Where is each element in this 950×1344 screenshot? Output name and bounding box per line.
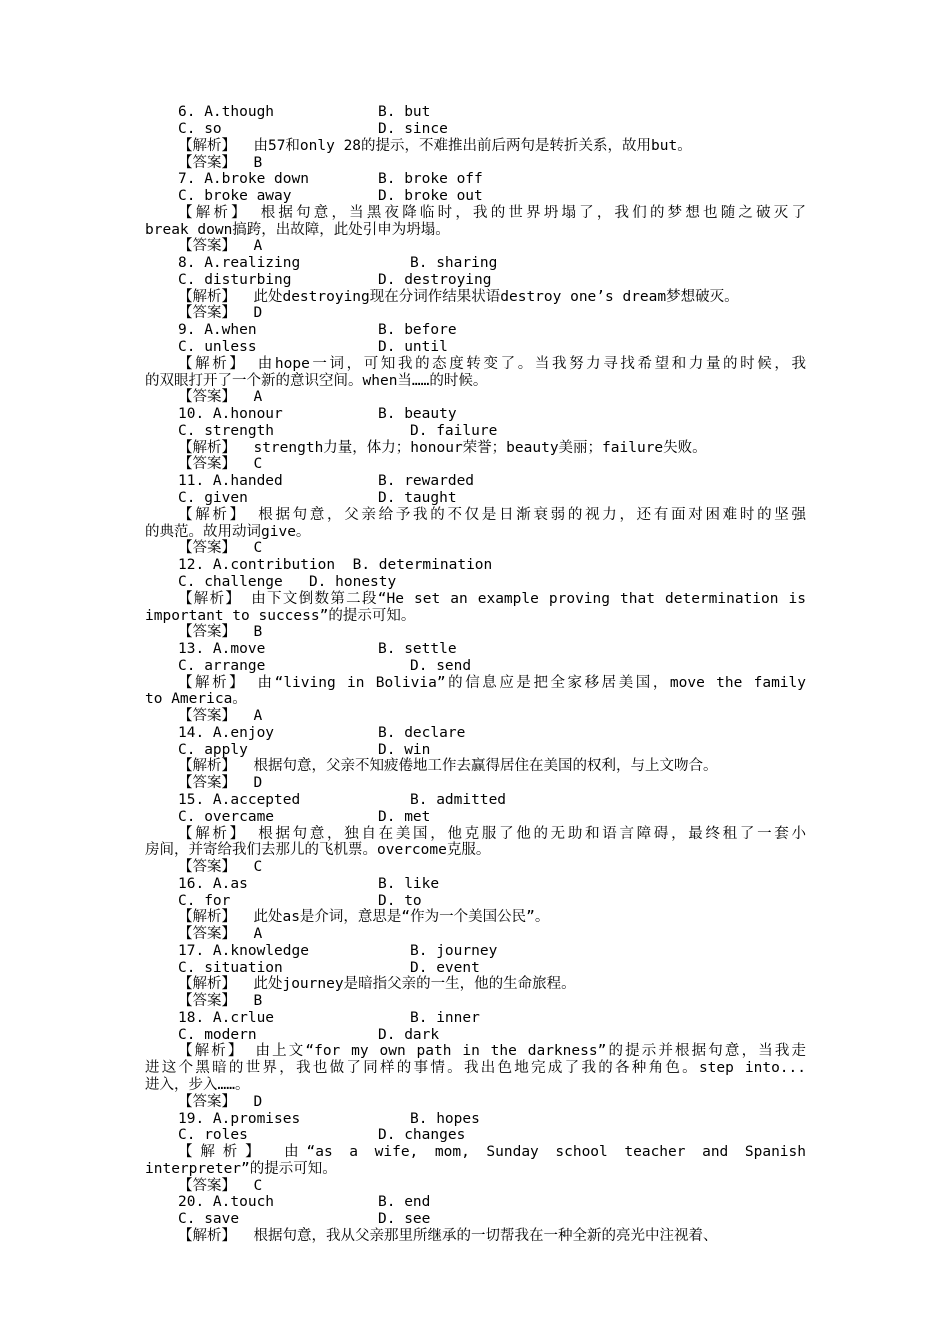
option-a: 6. A.though <box>178 104 275 120</box>
option-d: D. see <box>378 1211 431 1227</box>
option-b: B. inner <box>410 1010 480 1026</box>
explanation: 【解析】 根据句意，我从父亲那里所继承的一切帮我在一种全新的亮光中注视着、 <box>178 1228 718 1244</box>
option-b: B. declare <box>378 725 466 741</box>
option-b: B. but <box>378 104 431 120</box>
explanation-cont: 的双眼打开了一个新的意识空间。when当……的时候。 <box>145 373 488 389</box>
option-c: C. unless <box>178 339 257 355</box>
option-b: B. admitted <box>410 792 507 808</box>
option-c: C. broke away <box>178 188 292 204</box>
option-b: B. sharing <box>410 255 498 271</box>
answer: 【答案】 A <box>178 238 263 254</box>
explanation: 【解析】 根据句意，独自在美国，他克服了他的无助和语言障碍，最终租了一套小 <box>178 826 806 842</box>
option-d: D. failure <box>410 423 498 439</box>
answer: 【答案】 A <box>178 926 263 942</box>
answer: 【答案】 A <box>178 389 263 405</box>
option-c: C. so <box>178 121 222 137</box>
explanation: 【解析】 由“living in Bolivia”的信息应是把全家移居美国，move the family <box>178 675 806 691</box>
option-a: 17. A.knowledge <box>178 943 309 959</box>
option-d: D. since <box>378 121 448 137</box>
option-d: D. met <box>378 809 431 825</box>
option-a: 11. A.handed <box>178 473 283 489</box>
answer: 【答案】 D <box>178 1094 263 1110</box>
explanation: 【解析】 此处journey是暗指父亲的一生，他的生命旅程。 <box>178 976 576 992</box>
explanation: 【解析】 由hope一词，可知我的态度转变了。当我努力寻找希望和力量的时候，我 <box>178 356 806 372</box>
answer: 【答案】 C <box>178 540 263 556</box>
option-a: 15. A.accepted <box>178 792 301 808</box>
option-c: C. apply <box>178 742 248 758</box>
answer: 【答案】 B <box>178 155 263 171</box>
option-c: C. arrange <box>178 658 266 674</box>
explanation: 【解析】 根据句意，当黑夜降临时，我的世界坍塌了，我们的梦想也随之破灭了 <box>178 205 806 221</box>
option-d: D. to <box>378 893 422 909</box>
option-d: D. changes <box>378 1127 466 1143</box>
option-d: D. destroying <box>378 272 492 288</box>
option-a: 20. A.touch <box>178 1194 275 1210</box>
option-a: 13. A.move <box>178 641 266 657</box>
explanation: 【解析】 由“as a wife, mom, Sunday school teacher and Spanish <box>178 1144 806 1160</box>
option-d: D. broke out <box>378 188 483 204</box>
answer: 【答案】 D <box>178 775 263 791</box>
explanation-cont: interpreter”的提示可知。 <box>145 1161 337 1177</box>
explanation: 【解析】 由上文“for my own path in the darkness”的提示并根据句意，当我走 <box>178 1043 806 1059</box>
option-d: D. event <box>410 960 480 976</box>
explanation-cont: 进这个黑暗的世界，我也做了同样的事情。我出色地完成了我的各种角色。step into... <box>145 1060 806 1076</box>
explanation: 【解析】 由下文倒数第二段“He set an example proving that determination is <box>178 591 806 607</box>
option-b: B. broke off <box>378 171 483 187</box>
option-b: B. hopes <box>410 1111 480 1127</box>
option-c: C. given <box>178 490 248 506</box>
explanation-cont: 的典范。故用动词give。 <box>145 524 311 540</box>
explanation-cont: 房间，并寄给我们去那儿的飞机票。overcome克服。 <box>145 842 491 858</box>
option-d: D. dark <box>378 1027 440 1043</box>
option-c: C. for <box>178 893 231 909</box>
option-b: B. before <box>378 322 457 338</box>
answer: 【答案】 B <box>178 993 263 1009</box>
option-b: B. rewarded <box>378 473 475 489</box>
answer: 【答案】 A <box>178 708 263 724</box>
explanation-cont: break down搞跨，出故障，此处引申为坍塌。 <box>145 222 450 238</box>
answer: 【答案】 C <box>178 859 263 875</box>
explanation: 【解析】 由57和only 28的提示，不难推出前后两句是转折关系，故用but。 <box>178 138 692 154</box>
option-c: C. roles <box>178 1127 248 1143</box>
option-a: 9. A.when <box>178 322 257 338</box>
option-a: 19. A.promises <box>178 1111 301 1127</box>
option-c-d: C. challenge D. honesty <box>178 574 397 590</box>
option-c: C. save <box>178 1211 240 1227</box>
option-a-b: 12. A.contribution B. determination <box>178 557 493 573</box>
option-c: C. situation <box>178 960 283 976</box>
option-c: C. disturbing <box>178 272 292 288</box>
answer: 【答案】 B <box>178 624 263 640</box>
option-a: 14. A.enjoy <box>178 725 275 741</box>
option-d: D. until <box>378 339 448 355</box>
option-b: B. settle <box>378 641 457 657</box>
option-a: 18. A.crlue <box>178 1010 275 1026</box>
explanation: 【解析】 此处destroying现在分词作结果状语destroy one’s dream梦想破灭。 <box>178 289 739 305</box>
option-b: B. journey <box>410 943 498 959</box>
answer: 【答案】 C <box>178 1178 263 1194</box>
option-a: 16. A.as <box>178 876 248 892</box>
option-d: D. taught <box>378 490 457 506</box>
option-c: C. overcame <box>178 809 275 825</box>
explanation-cont: important to success”的提示可知。 <box>145 608 416 624</box>
explanation: 【解析】 根据句意，父亲不知疲倦地工作去赢得居住在美国的权利，与上文吻合。 <box>178 758 718 774</box>
answer: 【答案】 C <box>178 456 263 472</box>
option-b: B. beauty <box>378 406 457 422</box>
explanation-cont: 进入，步入……。 <box>145 1077 250 1093</box>
option-a: 7. A.broke down <box>178 171 309 187</box>
explanation-cont: to America。 <box>145 691 247 707</box>
option-d: D. win <box>378 742 431 758</box>
answer: 【答案】 D <box>178 305 263 321</box>
explanation: 【解析】 此处as是介词，意思是“作为一个美国公民”。 <box>178 909 550 925</box>
option-b: B. like <box>378 876 440 892</box>
option-c: C. strength <box>178 423 275 439</box>
explanation: 【解析】 strength力量，体力；honour荣誉；beauty美丽；failure失败。 <box>178 440 707 456</box>
explanation: 【解析】 根据句意，父亲给予我的不仅是日渐衰弱的视力，还有面对困难时的坚强 <box>178 507 806 523</box>
option-a: 8. A.realizing <box>178 255 301 271</box>
option-a: 10. A.honour <box>178 406 283 422</box>
option-d: D. send <box>410 658 472 674</box>
option-b: B. end <box>378 1194 431 1210</box>
option-c: C. modern <box>178 1027 257 1043</box>
